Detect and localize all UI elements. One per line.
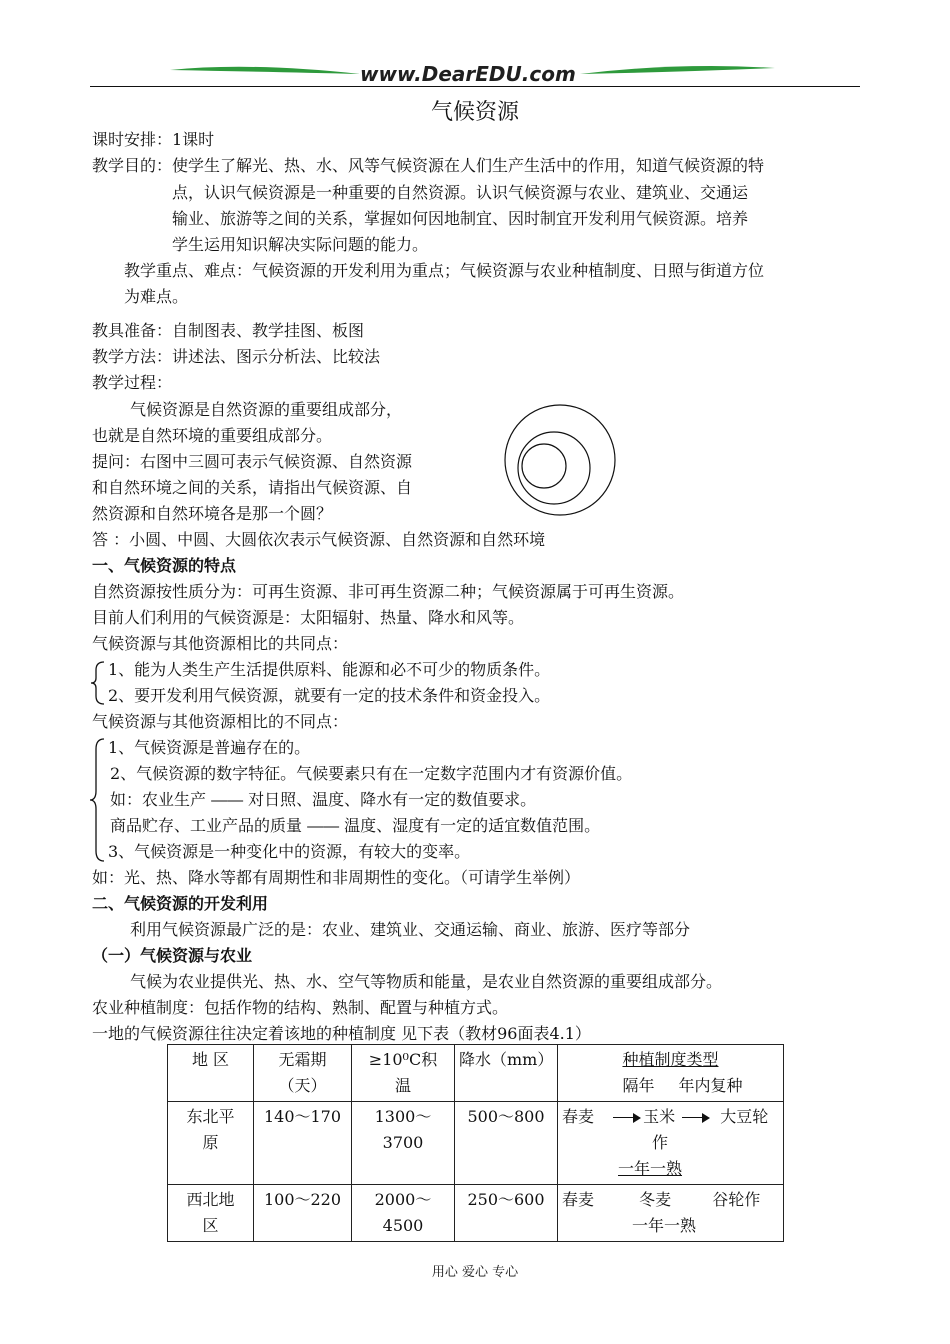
table-header-row: [168, 1045, 784, 1102]
page-title: 气候资源: [430, 100, 519, 125]
section2-sub-heading: （一）气候资源与农业: [92, 946, 253, 965]
cell-precipitation: 250～600: [455, 1185, 558, 1242]
section2-line-2: 气候为农业提供光、热、水、空气等物质和能量，是农业自然资源的重要组成部分。: [130, 972, 723, 991]
cell-accumulated-temp: 2000～ 4500: [352, 1185, 455, 1242]
cell-frost-free: 140～170: [254, 1102, 352, 1185]
planting-system-table: [167, 1044, 784, 1242]
arrow-icon: [682, 1113, 710, 1123]
middle-circle: [518, 432, 590, 504]
page-footer: 用心 爱心 专心: [431, 1265, 519, 1280]
common-point-2: 2、要开发利用气候资源，就要有一定的技术条件和资金投入。: [108, 686, 551, 705]
intro-line-5: 然资源和自然环境各是那一个圆？: [92, 504, 333, 523]
section2-line-1: 利用气候资源最广泛的是：农业、建筑业、交通运输、商业、旅游、医疗等部分: [130, 920, 691, 939]
diff-heading: 气候资源与其他资源相比的不同点：: [92, 712, 349, 731]
three-circles-diagram: [502, 402, 618, 518]
section1-line-2: 目前人们利用的气候资源是：太阳辐射、热量、降水和风等。: [92, 608, 525, 627]
right-swoosh: [580, 66, 775, 74]
cell-accumulated-temp: 1300～ 3700: [352, 1102, 455, 1185]
section1-heading: 一、气候资源的特点: [92, 556, 237, 575]
section1-line-1: 自然资源按性质分为：可再生资源、非可再生资源二种；气候资源属于可再生资源。: [92, 582, 685, 601]
cell-precipitation: 500～800: [455, 1102, 558, 1185]
example-line: 如：光、热、降水等都有周期性和非周期性的变化。（可请学生举例）: [92, 868, 581, 887]
section2-line-3: 农业种植制度：包括作物的结构、熟制、配置与种植方式。: [92, 998, 509, 1017]
diff-point-2: 2、气候资源的数字特征。气候要素只有在一定数字范围内才有资源价值。: [110, 764, 633, 783]
key-line-2: 为难点。: [124, 287, 189, 306]
header-rule: [90, 86, 860, 87]
arrow-icon: [613, 1113, 641, 1123]
intro-line-1: 气候资源是自然资源的重要组成部分，: [130, 400, 403, 419]
common-brace: [90, 660, 106, 706]
answer-line: 答 ：小圆、中圆、大圆依次表示气候资源、自然资源和自然环境: [92, 530, 546, 549]
site-name[interactable]: www.DearEDU.com: [360, 62, 576, 86]
key-line-1: 教学重点、难点：气候资源的开发利用为重点；气候资源与农业种植制度、日照与街道方位: [124, 261, 765, 280]
diff-example-2: 商品贮存、工业产品的质量 ―― 温度、湿度有一定的适宜数值范围。: [110, 816, 601, 835]
section2-heading: 二、气候资源的开发利用: [92, 894, 269, 913]
goal-line-2: 点，认识气候资源是一种重要的自然资源。认识气候资源与农业、建筑业、交通运: [172, 183, 749, 202]
cell-planting-system: 春麦 冬麦 谷轮作 一年一熟: [558, 1185, 784, 1242]
process-line: 教学过程：: [92, 373, 173, 392]
table-row: [168, 1185, 784, 1242]
header-frost-free: 无霜期 （天）: [254, 1045, 352, 1102]
left-swoosh: [170, 67, 360, 74]
small-circle: [522, 444, 566, 488]
header-planting-system: 种植制度类型 隔年 年内复种: [558, 1045, 784, 1102]
class-hours: 课时安排：1课时: [92, 130, 215, 149]
diff-point-3: 3、气候资源是一种变化中的资源，有较大的变率。: [108, 842, 471, 861]
header-accumulated-temp: ≥10⁰C积 温: [352, 1045, 455, 1102]
intro-line-4: 和自然环境之间的关系，请指出气候资源、自: [92, 478, 413, 497]
goal-line-3: 输业、旅游等之间的关系，掌握如何因地制宜、因时制宜开发利用气候资源。培养: [172, 209, 749, 228]
diff-brace: [88, 737, 106, 863]
goal-line-1: 教学目的：使学生了解光、热、水、风等气候资源在人们生产生活中的作用，知道气候资源的特: [92, 156, 765, 175]
cell-planting-system: 春麦 玉米 大豆轮 作 一年一熟: [558, 1102, 784, 1185]
section2-line-4: 一地的气候资源往往决定着该地的种植制度 见下表（教材96面表4.1）: [92, 1024, 591, 1043]
table-row: [168, 1102, 784, 1185]
diff-point-1: 1、气候资源是普遍存在的。: [108, 738, 311, 757]
header-precipitation: 降水（mm）: [455, 1045, 558, 1102]
goal-line-4: 学生运用知识解决实际问题的能力。: [172, 235, 429, 254]
common-point-1: 1、能为人类生产生活提供原料、能源和必不可少的物质条件。: [108, 660, 551, 679]
intro-line-2: 也就是自然环境的重要组成部分。: [92, 426, 333, 445]
header-region: 地 区: [168, 1045, 254, 1102]
cell-region: 西北地 区: [168, 1185, 254, 1242]
tools-line: 教具准备：自制图表、教学挂图、板图: [92, 321, 365, 340]
methods-line: 教学方法：讲述法、图示分析法、比较法: [92, 347, 381, 366]
section1-line-3: 气候资源与其他资源相比的共同点：: [92, 634, 349, 653]
cell-frost-free: 100～220: [254, 1185, 352, 1242]
cell-region: 东北平 原: [168, 1102, 254, 1185]
large-circle: [505, 405, 615, 515]
intro-line-3: 提问：右图中三圆可表示气候资源、自然资源: [92, 452, 413, 471]
diff-example-1: 如：农业生产 ―― 对日照、温度、降水有一定的数值要求。: [110, 790, 537, 809]
